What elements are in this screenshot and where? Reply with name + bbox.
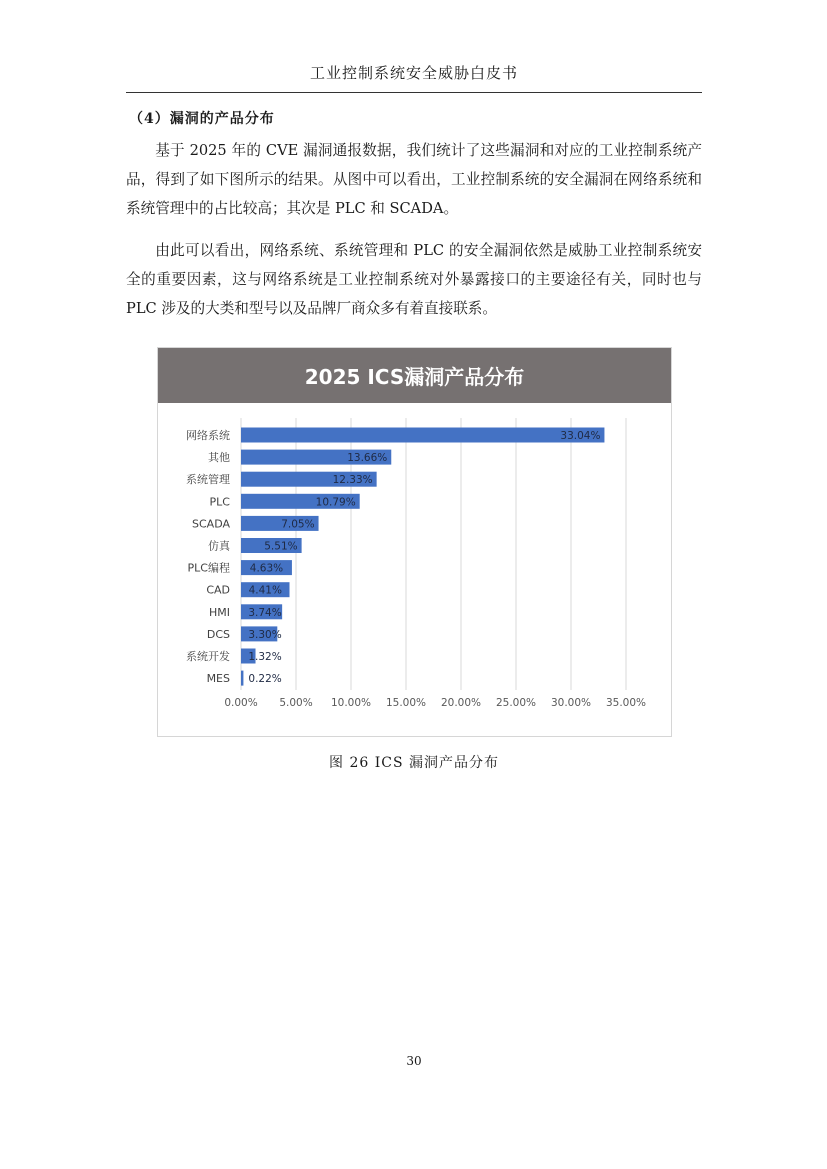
category-label: 系统管理: [186, 473, 230, 487]
x-tick-label: 25.00%: [495, 697, 537, 709]
data-label: 33.04%: [560, 430, 601, 442]
body-paragraph-2: 由此可以看出，网络系统、系统管理和 PLC 的安全漏洞依然是威胁工业控制系统安全的重要因素，这与网络系统是工业控制系统对外暴露接口的主要途径有关，同时也与 PLC 涉及的大类和型号以及品牌厂商众多有着直接联系。: [126, 242, 702, 317]
data-label: 12.33%: [332, 474, 373, 487]
section-heading: （4）漏洞的产品分布: [129, 111, 275, 127]
category-label: 仿真: [208, 539, 230, 553]
category-label: 其他: [208, 451, 230, 465]
data-label: 3.30%: [248, 628, 282, 641]
page-number: 30: [406, 1054, 422, 1068]
data-label: 1.32%: [248, 651, 282, 663]
data-label: 7.05%: [281, 518, 315, 531]
x-tick-label: 15.00%: [385, 697, 427, 709]
chart-title: 2025 ICS漏洞产品分布: [304, 365, 525, 389]
data-label: 4.63%: [249, 562, 284, 575]
data-label: 0.22%: [248, 673, 282, 686]
category-label: SCADA: [192, 517, 230, 531]
bar: [241, 671, 243, 686]
x-tick-label: 20.00%: [440, 697, 482, 709]
x-tick-label: 5.00%: [279, 697, 313, 709]
x-tick-label: 35.00%: [605, 697, 647, 709]
running-header: 工业控制系统安全威胁白皮书: [309, 64, 518, 82]
category-label: 网络系统: [186, 429, 230, 442]
body-paragraph-1: 基于 2025 年的 CVE 漏洞通报数据，我们统计了这些漏洞和对应的工业控制系统产品，得到了如下图所示的结果。从图中可以看出，工业控制系统的安全漏洞在网络系统和系统管理中的占比较高；其次是 PLC 和 SCADA。: [126, 142, 702, 217]
x-tick-label: 0.00%: [224, 697, 258, 709]
data-label: 5.51%: [264, 540, 298, 553]
data-label: 10.79%: [315, 496, 356, 509]
data-label: 4.41%: [248, 584, 282, 597]
bar-chart: [157, 347, 672, 737]
category-label: HMI: [208, 605, 230, 619]
category-label: CAD: [206, 583, 230, 597]
category-label: MES: [206, 672, 230, 686]
figure-caption: 图 26 ICS 漏洞产品分布: [329, 755, 499, 771]
bar: [241, 428, 604, 443]
category-label: DCS: [206, 627, 230, 641]
data-label: 13.66%: [347, 452, 388, 465]
x-tick-label: 10.00%: [330, 697, 372, 709]
chart-plot-area: [158, 348, 671, 736]
x-tick-label: 30.00%: [550, 697, 592, 709]
category-label: PLC: [209, 495, 230, 509]
category-label: PLC编程: [187, 561, 230, 575]
header-rule: [126, 92, 702, 93]
data-label: 3.74%: [248, 606, 282, 619]
category-label: 系统开发: [186, 650, 230, 663]
